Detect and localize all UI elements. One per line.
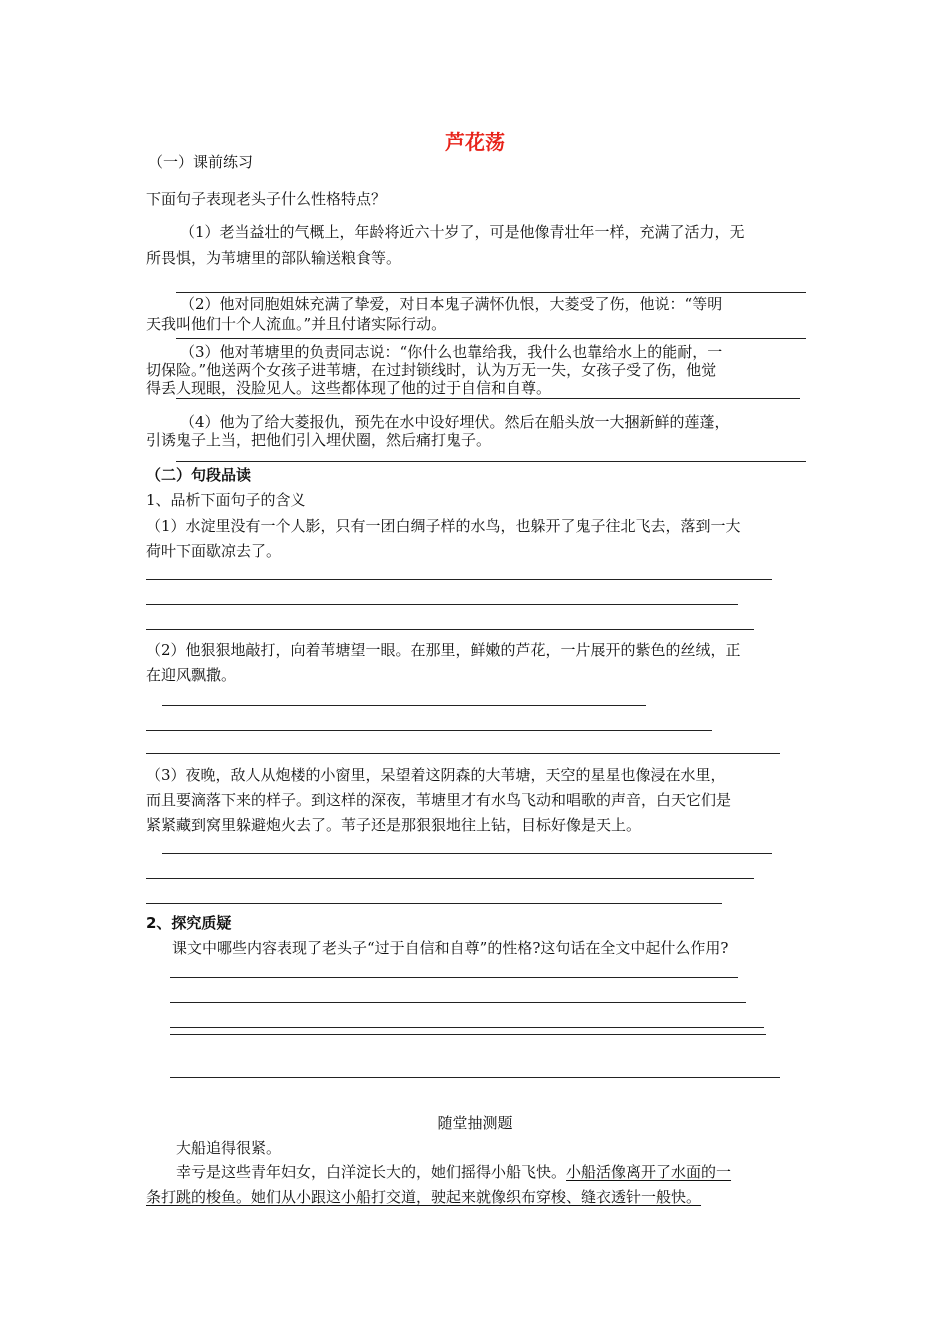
- answer-line: [146, 753, 780, 754]
- q1-item2-line2: 在迎风飘撒。: [146, 666, 237, 684]
- quiz-line1: 大船追得很紧。: [176, 1139, 282, 1157]
- q1-item1-line1: （1）水淀里没有一个人影，只有一团白绸子样的水鸟，也躲开了鬼子往北飞去，落到一大: [146, 517, 741, 535]
- item3-line3: 得丢人现眼，没脸见人。这些都体现了他的过于自信和自尊。: [146, 379, 552, 397]
- q1-item3-line1: （3）夜晚，敌人从炮楼的小窗里，呆望着这阴森的大苇塘，天空的星星也像浸在水里，: [146, 766, 726, 784]
- answer-line: [162, 853, 772, 854]
- answer-line: [176, 338, 806, 339]
- q2-heading: 2、探究质疑: [146, 914, 232, 932]
- quiz-line2-underlined: 小船活像离开了水面的一: [566, 1163, 732, 1181]
- answer-line: [170, 1077, 780, 1078]
- answer-line: [176, 292, 806, 293]
- q1-item2-line1: （2）他狠狠地敲打，向着苇塘望一眼。在那里，鲜嫩的芦花，一片展开的紫色的丝绒，正: [146, 641, 741, 659]
- item1-line1: （1）老当益壮的气概上，年龄将近六十岁了，可是他像青壮年一样，充满了活力，无: [180, 223, 745, 241]
- q1-heading: 1、品析下面句子的含义: [146, 491, 306, 509]
- answer-line: [146, 878, 754, 879]
- q1-item1-line2: 荷叶下面歇凉去了。: [146, 542, 282, 560]
- item3-line1: （3）他对苇塘里的负责同志说：“你什么也靠给我，我什么也靠给水上的能耐，一: [180, 343, 723, 361]
- answer-line: [170, 1002, 746, 1003]
- section1-heading: （一）课前练习: [148, 153, 254, 171]
- answer-line: [162, 705, 646, 706]
- item3-line2: 切保险。”他送两个女孩子进苇塘，在过封锁线时，认为万无一失，女孩子受了伤，他觉: [146, 361, 717, 379]
- item4-line2: 引诱鬼子上当，把他们引入埋伏圈，然后痛打鬼子。: [146, 431, 492, 449]
- answer-line: [146, 604, 738, 605]
- answer-line: [176, 461, 806, 462]
- answer-line: [146, 730, 712, 731]
- section1-prompt: 下面句子表现老头子什么性格特点？: [146, 190, 387, 208]
- answer-line: [146, 579, 772, 580]
- answer-line: [146, 903, 722, 904]
- q1-item3-line3: 紧紧藏到窝里躲避炮火去了。苇子还是那狠狠地往上钻，目标好像是天上。: [146, 816, 642, 834]
- page-title: 芦花荡: [445, 130, 505, 154]
- answer-line: [146, 629, 754, 630]
- quiz-line2: [176, 1162, 731, 1182]
- section2-heading: （二）句段品读: [146, 466, 252, 484]
- item2-line1: （2）他对同胞姐妹充满了挚爱，对日本鬼子满怀仇恨，大菱受了伤，他说：“等明: [180, 295, 723, 313]
- item4-line1: （4）他为了给大菱报仇，预先在水中设好埋伏。然后在船头放一大捆新鲜的莲蓬，: [180, 413, 730, 431]
- item1-line2: 所畏惧，为苇塘里的部队输送粮食等。: [146, 249, 402, 267]
- answer-line: [176, 398, 800, 399]
- answer-line: [170, 977, 738, 978]
- answer-line: [170, 1027, 764, 1028]
- q2-text: 课文中哪些内容表现了老头子“过于自信和自尊”的性格?这句话在全文中起什么作用?: [172, 939, 729, 957]
- answer-line: [170, 1034, 766, 1035]
- quiz-line3-underlined: 条打跳的梭鱼。她们从小跟这小船打交道，驶起来就像织布穿梭、缝衣透针一般快。: [146, 1188, 702, 1206]
- quiz-heading: 随堂抽测题: [437, 1114, 513, 1132]
- item2-line2: 天我叫他们十个人流血。”并且付诸实际行动。: [146, 315, 447, 333]
- quiz-line2-plain: 幸亏是这些青年妇女，白洋淀长大的，她们摇得小船飞快。: [176, 1163, 567, 1181]
- q1-item3-line2: 而且要滴落下来的样子。到这样的深夜，苇塘里才有水鸟飞动和唱歌的声音，白天它们是: [146, 791, 732, 809]
